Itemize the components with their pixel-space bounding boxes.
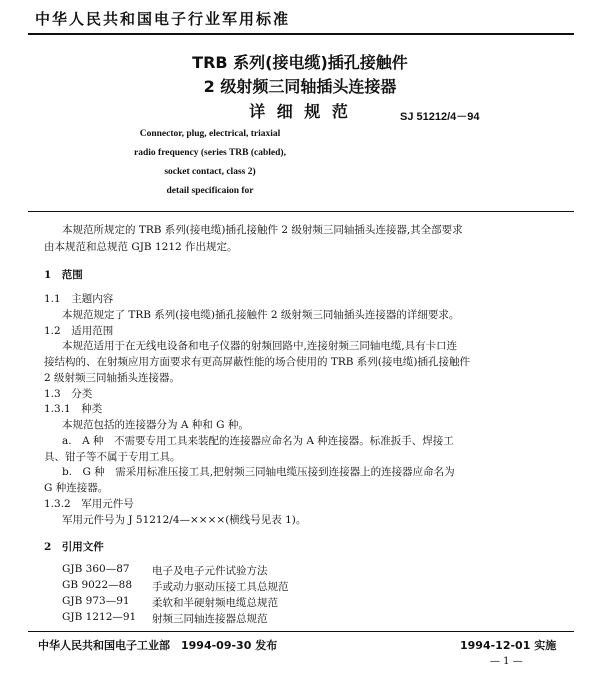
- page-number: — 1 —: [490, 656, 523, 667]
- reference-name: 柔软和半硬射频电缆总规范: [152, 597, 278, 609]
- section-1-2-text-1: 本规范适用于在无线电设备和电子仪器的射频回路中,连接射频三同轴电缆,具有卡口连: [62, 340, 458, 352]
- section-1-1-heading: 1.1 主题内容: [44, 293, 114, 305]
- type-a-line-1: a. A 种 不需要专用工具来装配的连接器应命名为 A 种连接器。标准扳手、焊接工: [62, 435, 454, 447]
- standard-name-header: 中华人民共和国电子行业军用标准: [35, 10, 291, 28]
- header-divider: [28, 33, 574, 35]
- section-1-1-text: 本规范规定了 TRB 系列(接电缆)插孔接触件 2 级射频三同轴插头连接器的详细要求。: [62, 309, 460, 321]
- intro-line-2: 由本规范和总规范 GJB 1212 作出规定。: [44, 241, 238, 253]
- intro-line-1: 本规范所规定的 TRB 系列(接电缆)插孔接触件 2 级射频三同轴插头连接器,其全部要求: [62, 224, 463, 236]
- effective-date: 1994-12-01 实施: [460, 639, 557, 652]
- footer-divider: [28, 631, 574, 632]
- section-1-heading: 1 范围: [44, 269, 83, 281]
- section-2-heading: 2 引用文件: [44, 541, 104, 553]
- section-1-3-2-heading: 1.3.2 军用元件号: [44, 498, 134, 510]
- english-title-line-2: radio frequency (series TRB (cabled),: [134, 148, 286, 158]
- section-1-2-text-3: 2 级射频三同轴插头连接器。: [44, 372, 181, 384]
- english-title-line-1: Connector, plug, electrical, triaxial: [139, 129, 281, 139]
- type-g-line-2: G 种连接器。: [44, 482, 109, 494]
- section-1-2-text-2: 接结构的、在射频应用方面要求有更高屏蔽性能的场合使用的 TRB 系列(接电缆)插孔接触件: [44, 356, 470, 368]
- section-1-3-heading: 1.3 分类: [44, 388, 93, 400]
- title-divider: [28, 211, 574, 212]
- title-line-1: TRB 系列(接电缆)插孔接触件: [192, 53, 408, 72]
- title-line-3: 详 细 规 范: [249, 102, 351, 121]
- section-1-2-heading: 1.2 适用范围: [44, 325, 114, 337]
- english-title-line-4: detail specificaion for: [166, 186, 254, 196]
- english-title-line-3: socket contact, class 2): [164, 167, 256, 177]
- section-1-3-2-text: 军用元件号为 J 51212/4—××××(横线号见表 1)。: [62, 514, 307, 526]
- reference-name: 手或动力驱动压接工具总规范: [152, 581, 289, 593]
- type-g-line-1: b. G 种 需采用标准压接工具,把射频三同轴电缆压接到连接器上的连接器应命名为: [62, 466, 455, 478]
- reference-code: GJB 360—87: [62, 563, 130, 575]
- reference-name: 电子及电子元件试验方法: [152, 565, 268, 577]
- reference-code: GB 9022—88: [62, 579, 133, 591]
- issuer-date: 中华人民共和国电子工业部 1994-09-30 发布: [38, 639, 278, 652]
- type-a-line-2: 具、钳子等不属于专用工具。: [44, 451, 181, 463]
- reference-code: GJB 1212—91: [62, 611, 137, 623]
- standard-code: SJ 51212/4－94: [400, 111, 480, 123]
- section-1-3-1-text: 本规范包括的连接器分为 A 种和 G 种。: [62, 419, 249, 431]
- reference-name: 射频三同轴连接器总规范: [152, 613, 268, 625]
- section-1-3-1-heading: 1.3.1 种类: [44, 403, 103, 415]
- title-line-2: 2 级射频三同轴插头连接器: [203, 77, 397, 96]
- reference-code: GJB 973—91: [62, 595, 130, 607]
